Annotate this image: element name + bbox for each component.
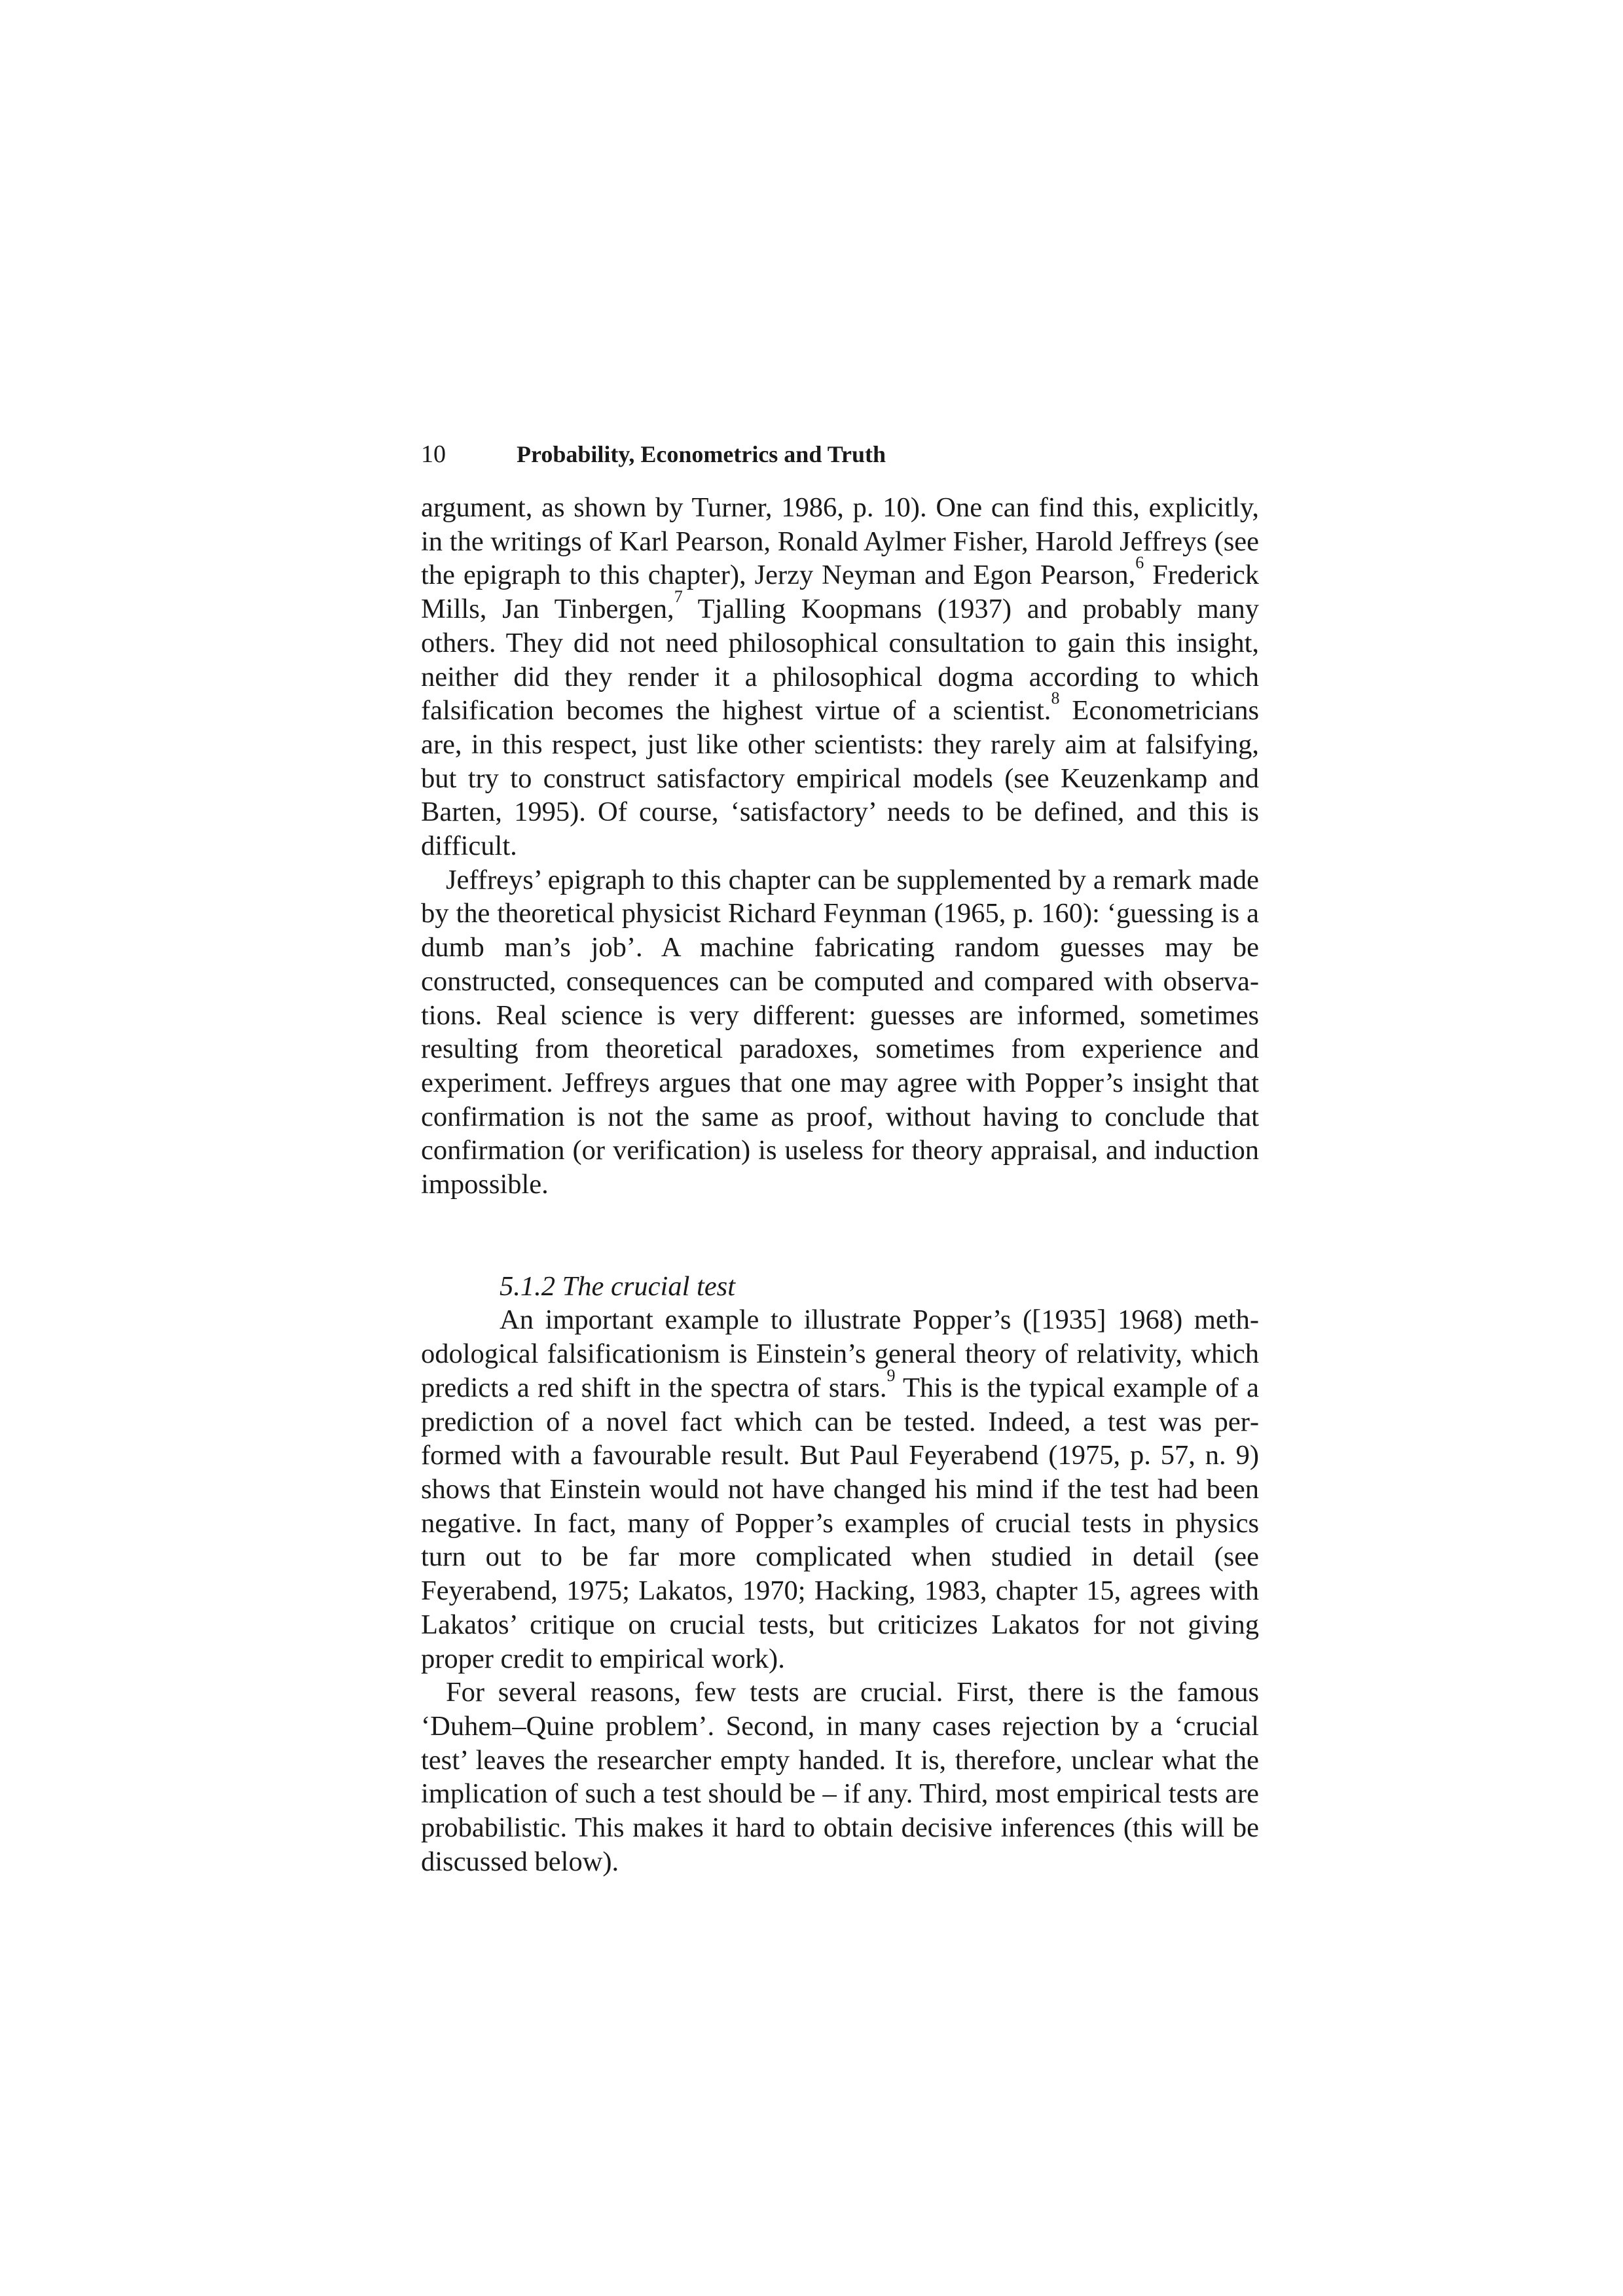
footnote-ref-7: 7 bbox=[674, 587, 683, 607]
paragraph-1-part-3: Tjalling Koopmans (1937) and probably many others. They did not need philosophical consultation to gain this insight, neither did they render it a philosophical dogma according to which falsification becomes the highest virtue of a scientist. bbox=[421, 594, 1259, 726]
paragraph-2: Jeffreys’ epigraph to this chapter can be supplemented by a remark made by the theoretical physicist Richard Feynman (1965, p. 160): ‘guessing is a dumb man’s job’. A machine fabricating random guesses may be constructed, consequences can be computed and compared with observations. Real science is very different: guesses are informed, sometimes resulting from theoretical paradoxes, sometimes from experience and experiment. Jeffreys argues that one may agree with Popper’s insight that confirmation is not the same as proof, without having to conclude that confirmation (or verification) is useless for theory appraisal, and induction impossible. bbox=[421, 864, 1259, 1200]
paragraph-1-part-2: Frederick Mills, Jan Tinbergen, bbox=[421, 560, 1259, 625]
paragraph-3 bbox=[421, 1303, 1259, 1676]
paragraph-3-part-1: An important example to illustrate Popper’s ([1935] 1968) methodological falsificationism is Einstein’s general theory of relativity, which predicts a red shift in the spectra of stars. bbox=[421, 1304, 1259, 1403]
paragraph-4: For several reasons, few tests are crucial. First, there is the famous ‘Duhem–Quine problem’. Second, in many cases rejection by a ‘crucial test’ leaves the researcher empty handed. It is, therefore, unclear what the implication of such a test should be – if any. Third, most empirical tests are probabilistic. This makes it hard to obtain decisive inferences (this will be discussed below). bbox=[421, 1677, 1259, 1877]
body-text bbox=[421, 491, 1259, 1878]
section-heading: 5.1.2 The crucial test bbox=[500, 1270, 736, 1302]
paragraph-1 bbox=[421, 491, 1259, 863]
page-number: 10 bbox=[421, 440, 446, 468]
book-title: Probability, Econometrics and Truth bbox=[517, 441, 886, 467]
footnote-ref-9: 9 bbox=[886, 1365, 896, 1385]
running-head bbox=[421, 436, 1259, 473]
footnote-ref-8: 8 bbox=[1051, 689, 1060, 708]
paragraph-1-part-1: argument, as shown by Turner, 1986, p. 10). One can find this, explicitly, in the writings of Karl Pearson, Ronald Aylmer Fisher, Harold Jeffreys (see the epigraph to this chapter), Jerzy Neyman and Egon Pearson, bbox=[421, 492, 1259, 591]
footnote-ref-6: 6 bbox=[1135, 553, 1144, 573]
paragraph-3-part-2: This is the typical example of a prediction of a novel fact which can be tested. Indeed, a test was performed with a favourable result. But Paul Feyerabend (1975, p. 57, n. 9) shows that Einstein would not have changed his mind if the test had been negative. In fact, many of Popper’s examples of crucial tests in physics turn out to be far more complicated when studied in detail (see Feyerabend, 1975; Lakatos, 1970; Hacking, 1983, chapter 15, agrees with Lakatos’ critique on crucial tests, but criticizes Lakatos for not giving proper credit to empirical work). bbox=[421, 1372, 1259, 1674]
paragraph-1-part-4: Econometricians are, in this respect, just like other scientists: they rarely aim at falsifying, but try to construct satisfactory empirical models (see Keuzenkamp and Barten, 1995). Of course, ‘satisfactory’ needs to be defined, and this is difficult. bbox=[421, 695, 1259, 862]
